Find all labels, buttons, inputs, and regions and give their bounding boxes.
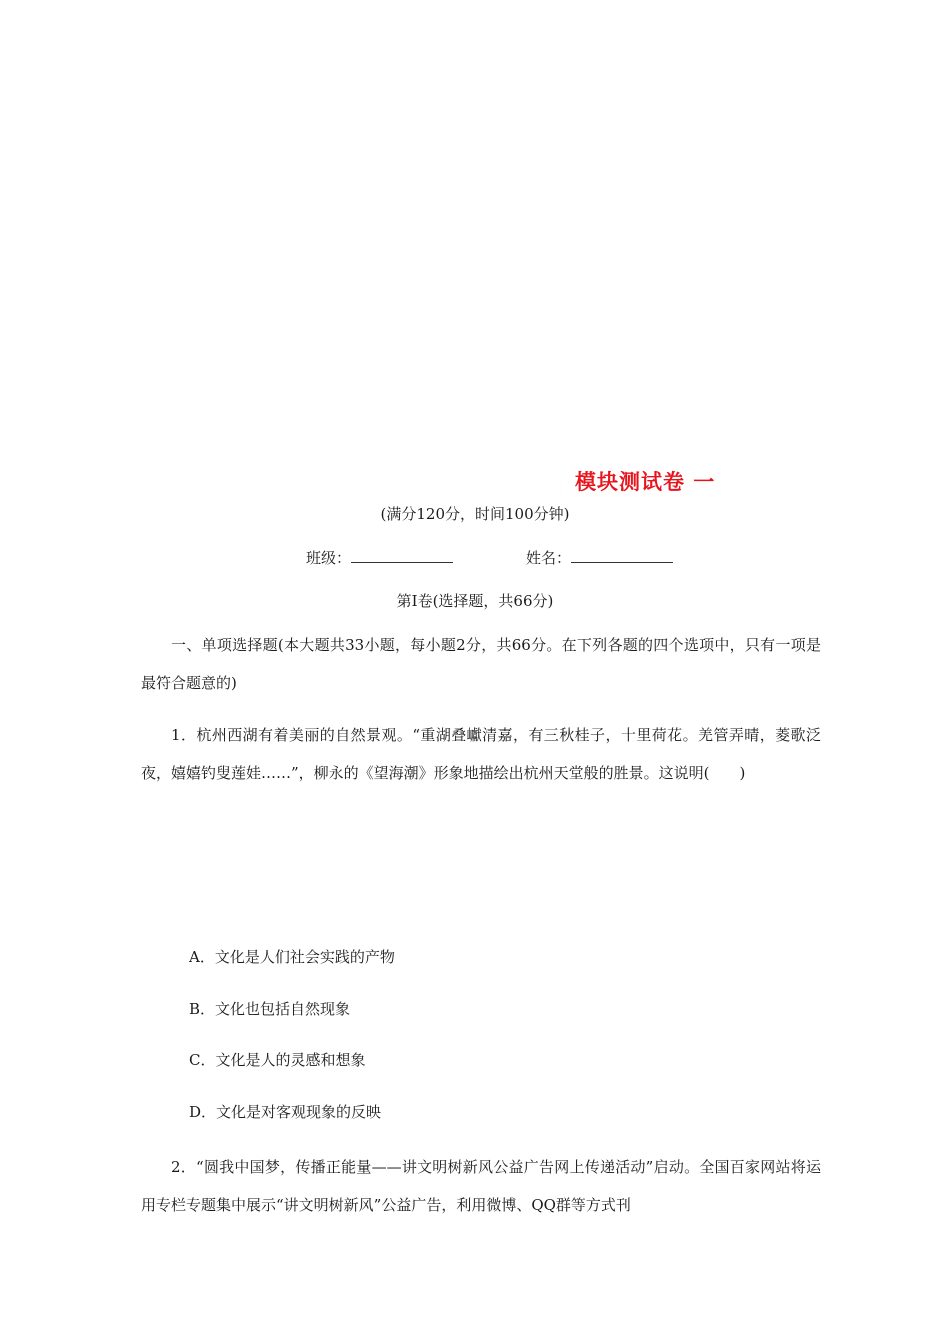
option-letter: D．	[189, 1103, 217, 1121]
question-1-option-a	[189, 946, 395, 967]
name-field	[526, 547, 673, 568]
class-label: 班级：	[306, 549, 352, 567]
option-letter: C．	[189, 1051, 216, 1069]
class-blank	[351, 548, 453, 563]
name-label: 姓名：	[526, 549, 572, 567]
question-2-stem: “圆我中国梦，传播正能量——讲文明树新风公益广告网上传递活动”启动。全国百家网站将运用专栏专题集中展示“讲文明树新风”公益广告，利用微博、QQ群等方式刊	[141, 1158, 822, 1214]
section-heading: 第Ⅰ卷(选择题，共66分)	[396, 592, 554, 610]
option-text: 文化也包括自然现象	[215, 1000, 351, 1018]
option-text: 文化是人们社会实践的产物	[214, 948, 395, 966]
question-1	[141, 716, 821, 792]
question-2-number: 2．	[171, 1158, 197, 1176]
name-blank	[571, 548, 673, 563]
class-field	[306, 547, 453, 568]
question-1-option-b	[189, 998, 350, 1019]
question-1-stem: 杭州西湖有着美丽的自然景观。“重湖叠巘清嘉，有三秋桂子，十里荷花。羌管弄晴，菱歌泛夜，嬉嬉钓叟莲娃……”，柳永的《望海潮》形象地描绘出杭州天堂般的胜景。这说明( )	[141, 726, 821, 782]
option-letter: A．	[189, 948, 215, 966]
option-text: 文化是人的灵感和想象	[215, 1051, 366, 1069]
question-1-option-d	[189, 1101, 381, 1122]
option-text: 文化是对客观现象的反映	[216, 1103, 382, 1121]
section-instructions: 一、单项选择题(本大题共33小题，每小题2分，共66分。在下列各题的四个选项中，只有一项是最符合题意的)	[141, 636, 821, 692]
exam-subtitle: (满分120分，时间100分钟)	[380, 505, 570, 523]
question-2	[141, 1148, 821, 1224]
option-letter: B．	[189, 1000, 216, 1018]
exam-title: 模块测试卷 一	[575, 470, 716, 494]
question-1-number: 1．	[171, 726, 197, 744]
question-1-option-c	[189, 1049, 366, 1070]
